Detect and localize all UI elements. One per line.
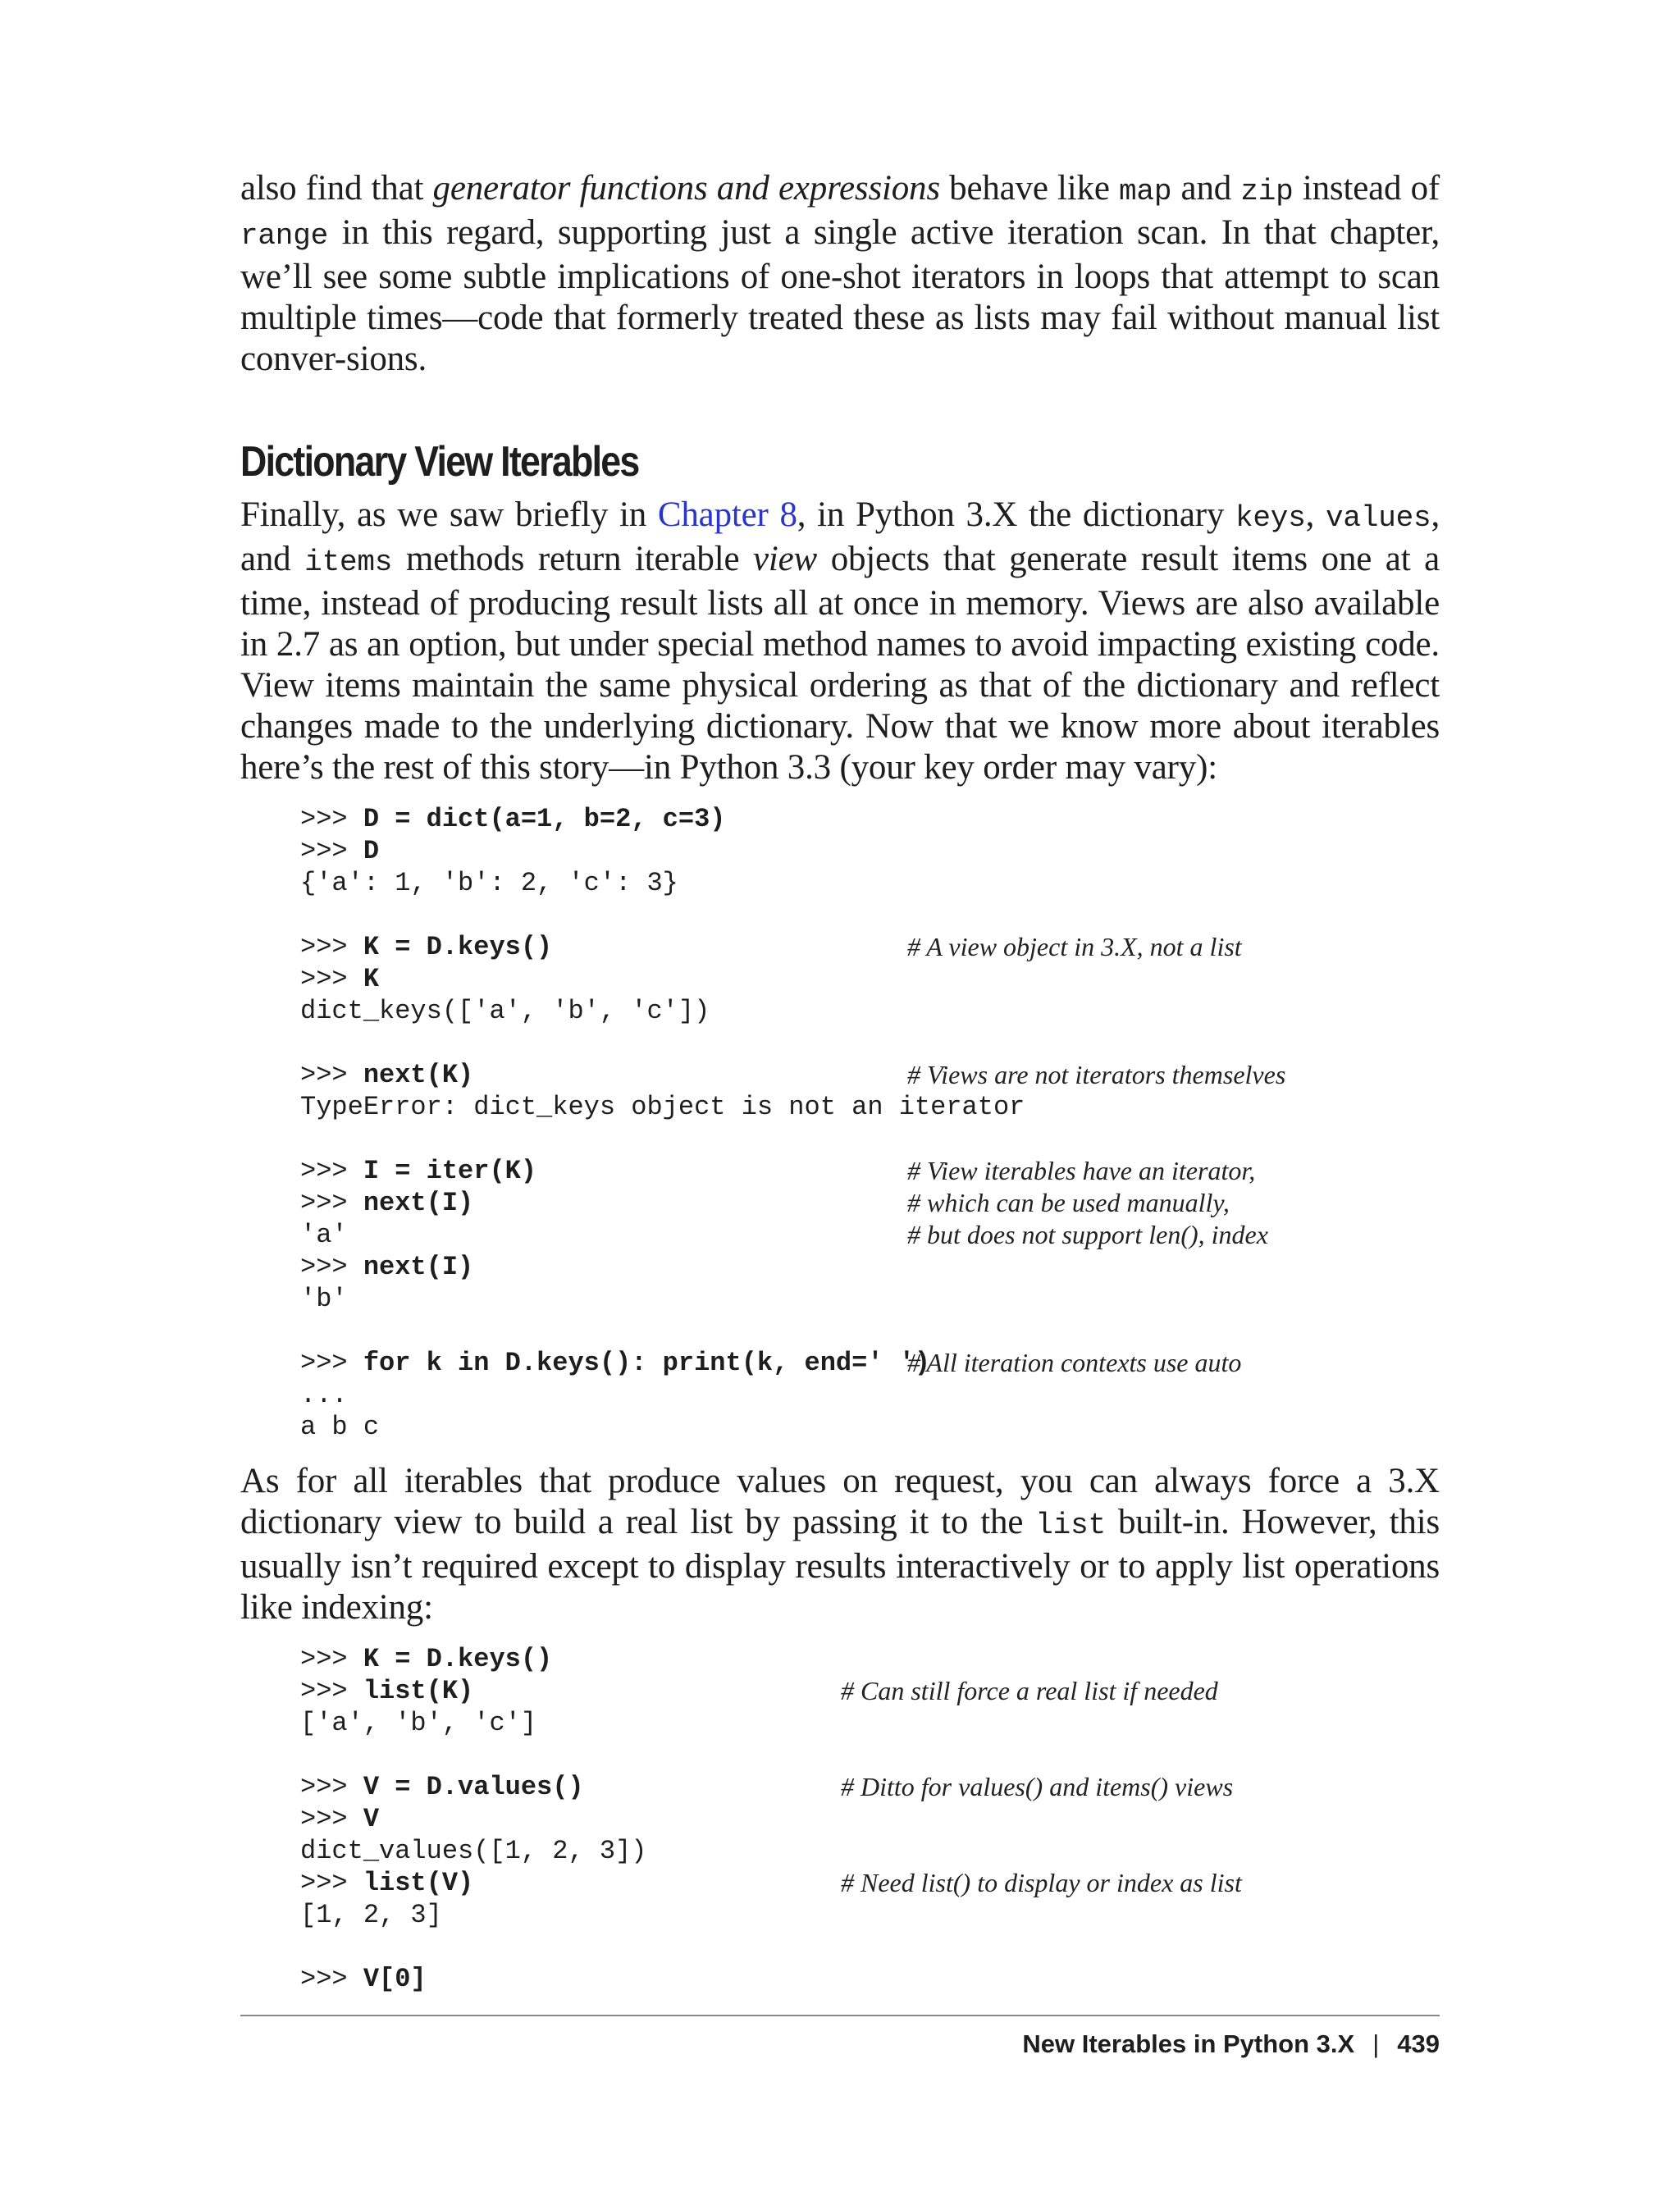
code-output: dict_values([1, 2, 3])	[300, 1836, 647, 1866]
code-output: 'b'	[300, 1284, 348, 1314]
code-command: K = D.keys()	[363, 1644, 553, 1674]
inline-code: values	[1326, 501, 1431, 535]
code-line	[300, 1411, 1440, 1443]
code-line	[300, 995, 1440, 1027]
code-listing-views	[300, 803, 1440, 1443]
code-command: next(I)	[363, 1252, 474, 1282]
code-prompt: >>>	[300, 1964, 363, 1994]
code-line	[300, 1379, 1440, 1411]
code-line	[300, 1707, 1440, 1739]
code-output: dict_keys(['a', 'b', 'c'])	[300, 996, 710, 1026]
code-line	[300, 1643, 1440, 1675]
code-listing-list	[300, 1643, 1440, 1995]
code-output: a b c	[300, 1412, 380, 1442]
code-comment: # Need list() to display or index as list	[841, 1868, 1242, 1897]
code-output: ['a', 'b', 'c']	[300, 1708, 537, 1738]
code-line	[300, 867, 1440, 899]
code-prompt: >>>	[300, 1772, 363, 1802]
code-line	[300, 1867, 1440, 1899]
code-comment: # which can be used manually,	[907, 1188, 1230, 1217]
inline-code: range	[240, 219, 329, 253]
code-comment: # but does not support len(), index	[907, 1220, 1268, 1249]
code-comment: # Views are not iterators themselves	[907, 1060, 1286, 1089]
footer-section-title: New Iterables in Python 3.X	[1022, 2029, 1355, 2058]
code-line	[300, 1347, 1440, 1379]
code-command: V	[363, 1804, 380, 1834]
page-number: 439	[1397, 2029, 1440, 2058]
code-prompt: >>>	[300, 1156, 363, 1186]
code-output: [1, 2, 3]	[300, 1900, 442, 1930]
page-content	[240, 168, 1440, 2013]
code-blank-line	[300, 899, 1440, 931]
code-command: for k in D.keys(): print(k, end=' ')	[363, 1348, 931, 1378]
emphasis: generator functions and expressions	[432, 169, 940, 208]
code-line	[300, 1283, 1440, 1315]
code-command: I = iter(K)	[363, 1156, 537, 1186]
code-command: D = dict(a=1, b=2, c=3)	[363, 804, 726, 834]
code-blank-line	[300, 1931, 1440, 1963]
footer-separator: |	[1372, 2029, 1380, 2058]
code-line	[300, 1187, 1440, 1219]
code-line	[300, 835, 1440, 867]
inline-code: items	[304, 546, 393, 579]
code-prompt: >>>	[300, 1252, 363, 1282]
code-line	[300, 1899, 1440, 1931]
inline-code: list	[1035, 1509, 1106, 1542]
paragraph-generators: also find that generator functions and expressions behave like map and zip instead of range in this regard, supporting just a single active iteration scan. In that chapter, we’ll see some subtle implications of one-shot iterators in loops that attempt to scan multiple times—code that formerly treated these as lists may fail without manual list conver-sions.	[240, 169, 1440, 378]
code-prompt: >>>	[300, 1676, 363, 1706]
code-line	[300, 1155, 1440, 1187]
code-line	[300, 1091, 1440, 1123]
code-line	[300, 1771, 1440, 1803]
code-command: D	[363, 836, 380, 866]
code-blank-line	[300, 1739, 1440, 1771]
code-line	[300, 1059, 1440, 1091]
code-prompt: >>>	[300, 932, 363, 962]
code-line	[300, 1835, 1440, 1867]
paragraph-list-conversion: As for all iterables that produce values on request, you can always force a 3.X dictionary view to build a real list by passing it to the list built-in. However, this usually isn’t required except to display results interactively or to apply list operations like indexing:	[240, 1462, 1440, 1627]
code-command: list(K)	[363, 1676, 474, 1706]
code-command: V = D.values()	[363, 1772, 584, 1802]
code-command: next(K)	[363, 1060, 474, 1090]
inline-code: zip	[1240, 175, 1294, 208]
code-prompt: >>>	[300, 836, 363, 866]
footer-rule	[240, 2015, 1440, 2016]
paragraph-views: Finally, as we saw briefly in Chapter 8, in Python 3.X the dictionary keys, values, and items methods return iterable view objects that generate result items one at a time, instead of producing result lists all at once in memory. Views are also available in 2.7 as an option, but under special method names to avoid impacting existing code. View items maintain the same physical ordering as that of the dictionary and reflect changes made to the underlying dictionary. Now that we know more about iterables here’s the rest of this story—in Python 3.3 (your key order may vary):	[240, 495, 1440, 787]
code-blank-line	[300, 1123, 1440, 1155]
code-line	[300, 931, 1440, 963]
inline-code: map	[1119, 175, 1172, 208]
code-output: TypeError: dict_keys object is not an iterator	[300, 1092, 1025, 1122]
code-comment: # Can still force a real list if needed	[841, 1676, 1218, 1705]
emphasis: view	[753, 540, 818, 578]
code-line	[300, 1675, 1440, 1707]
code-prompt: >>>	[300, 1868, 363, 1898]
section-heading: Dictionary View Iterables	[240, 438, 639, 486]
code-command: K = D.keys()	[363, 932, 553, 962]
code-prompt: >>>	[300, 1804, 363, 1834]
code-output: {'a': 1, 'b': 2, 'c': 3}	[300, 868, 678, 898]
code-command: K	[363, 964, 380, 994]
code-output: ...	[300, 1380, 348, 1410]
code-prompt: >>>	[300, 1188, 363, 1218]
code-prompt: >>>	[300, 1644, 363, 1674]
code-output: 'a'	[300, 1220, 348, 1250]
chapter-link[interactable]: Chapter 8	[657, 495, 797, 534]
code-line	[300, 963, 1440, 995]
page-footer	[1022, 2028, 1440, 2061]
code-comment: # All iteration contexts use auto	[907, 1348, 1242, 1377]
code-line	[300, 1251, 1440, 1283]
code-comment: # A view object in 3.X, not a list	[907, 932, 1242, 961]
code-line	[300, 1963, 1440, 1995]
code-line	[300, 1219, 1440, 1251]
code-prompt: >>>	[300, 1348, 363, 1378]
code-prompt: >>>	[300, 804, 363, 834]
code-blank-line	[300, 1315, 1440, 1347]
inline-code: keys	[1235, 501, 1306, 535]
code-blank-line	[300, 1027, 1440, 1059]
code-command: V[0]	[363, 1964, 427, 1994]
code-prompt: >>>	[300, 964, 363, 994]
code-command: next(I)	[363, 1188, 474, 1218]
code-prompt: >>>	[300, 1060, 363, 1090]
code-command: list(V)	[363, 1868, 474, 1898]
code-comment: # View iterables have an iterator,	[907, 1156, 1256, 1185]
code-line	[300, 803, 1440, 835]
code-line	[300, 1803, 1440, 1835]
code-comment: # Ditto for values() and items() views	[841, 1772, 1234, 1801]
